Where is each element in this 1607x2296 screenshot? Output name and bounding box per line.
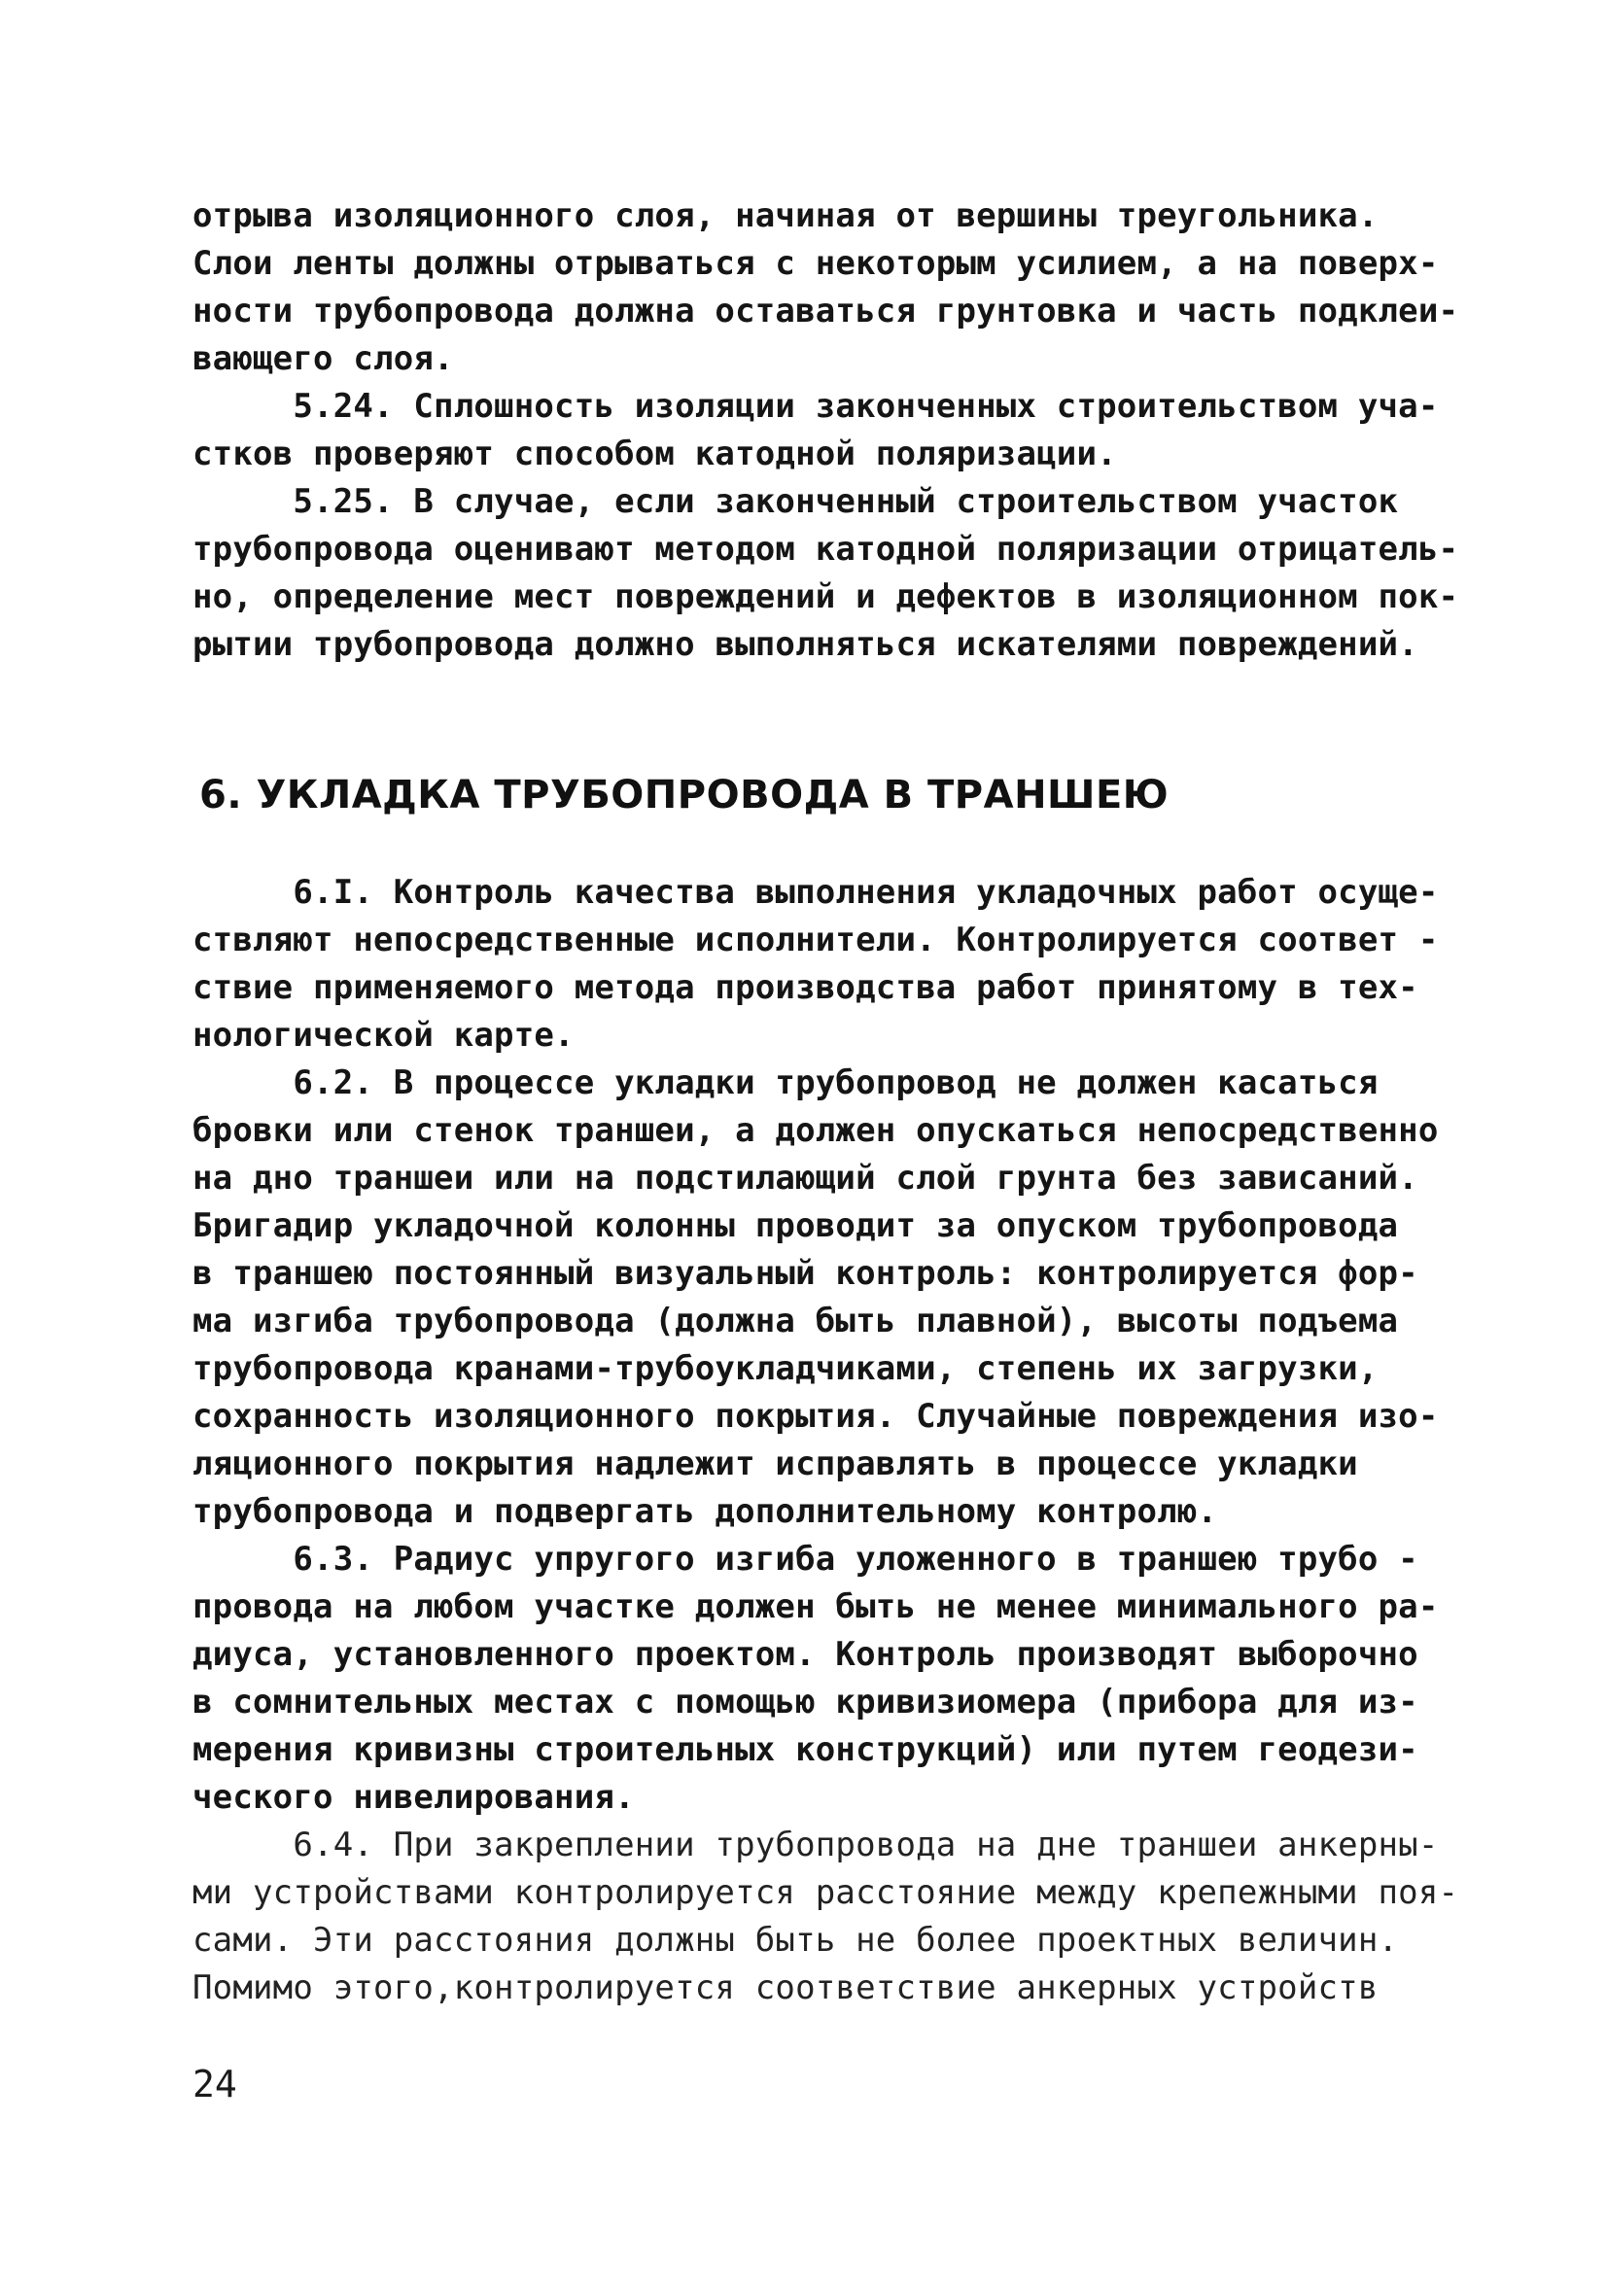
paragraph-6-4-start: 6.4. При закреплении трубопровода на дне траншеи анкерны-: [192, 1826, 1439, 1864]
paragraph-6-1-start: 6.I. Контроль качества выполнения укладочных работ осуще-: [192, 873, 1439, 912]
text-line: ствие применяемого метода производства работ принятому в тех-: [192, 968, 1418, 1007]
text-line: ности трубопровода должна оставаться грунтовка и часть подклеи-: [192, 292, 1459, 330]
text-line: стков проверяют способом катодной поляризации.: [192, 435, 1117, 473]
text-line: трубопровода и подвергать дополнительному контролю.: [192, 1492, 1218, 1531]
section-6-heading: 6. УКЛАДКА ТРУБОПРОВОДА В ТРАНШЕЮ: [199, 773, 1170, 818]
text-line: в сомнительных местах с помощью кривизиомера (прибора для из-: [192, 1683, 1418, 1722]
text-line: провода на любом участке должен быть не менее минимального ра-: [192, 1587, 1439, 1626]
text-line: отрыва изоляционного слоя, начиная от вершины треугольника.: [192, 196, 1379, 235]
text-line: сами. Эти расстояния должны быть не более проектных величин.: [192, 1921, 1399, 1960]
text-line: рытии трубопровода должно выполняться искателями повреждений.: [192, 625, 1418, 664]
section-5-continuation: [192, 192, 1459, 669]
text-line: ма изгиба трубопровода (должна быть плавной), высоты подъема: [192, 1302, 1399, 1340]
paragraph-6-2-start: 6.2. В процессе укладки трубопровод не должен касаться: [192, 1063, 1379, 1102]
text-line: бровки или стенок траншеи, а должен опускаться непосредственно: [192, 1111, 1439, 1150]
text-line: Помимо этого,контролируется соответствие анкерных устройств: [192, 1968, 1379, 2007]
text-line: Слои ленты должны отрываться с некоторым усилием, а на поверх-: [192, 244, 1439, 283]
text-line: трубопровода кранами-трубоукладчиками, степень их загрузки,: [192, 1349, 1379, 1388]
text-line: вающего слоя.: [192, 339, 454, 378]
text-line: на дно траншеи или на подстилающий слой грунта без зависаний.: [192, 1159, 1418, 1198]
text-line: диуса, установленного проектом. Контроль производят выборочно: [192, 1635, 1418, 1674]
text-line: Бригадир укладочной колонны проводит за опуском трубопровода: [192, 1206, 1399, 1245]
text-line: ляционного покрытия надлежит исправлять в процессе укладки: [192, 1444, 1358, 1483]
paragraph-5-24-start: 5.24. Сплошность изоляции законченных строительством уча-: [192, 387, 1439, 426]
paragraph-5-25-start: 5.25. В случае, если законченный строительством участок: [192, 482, 1399, 521]
text-line: ческого нивелирования.: [192, 1778, 635, 1817]
text-line: но, определение мест повреждений и дефектов в изоляционном пок-: [192, 577, 1459, 616]
text-line: нологической карте.: [192, 1016, 575, 1055]
page-number: 24: [192, 2063, 237, 2105]
text-line: в траншею постоянный визуальный контроль: контролируется фор-: [192, 1254, 1418, 1293]
text-line: ми устройствами контролируется расстояние между крепежными поя-: [192, 1873, 1459, 1912]
text-line: ствляют непосредственные исполнители. Контролируется соответ -: [192, 921, 1439, 959]
text-line: мерения кривизны строительных конструкций) или путем геодези-: [192, 1730, 1418, 1769]
section-6-body: [192, 869, 1459, 2012]
text-line: трубопровода оценивают методом катодной поляризации отрицатель-: [192, 530, 1459, 569]
paragraph-6-3-start: 6.3. Радиус упругого изгиба уложенного в траншею трубо -: [192, 1540, 1418, 1579]
text-line: сохранность изоляционного покрытия. Случайные повреждения изо-: [192, 1397, 1439, 1436]
